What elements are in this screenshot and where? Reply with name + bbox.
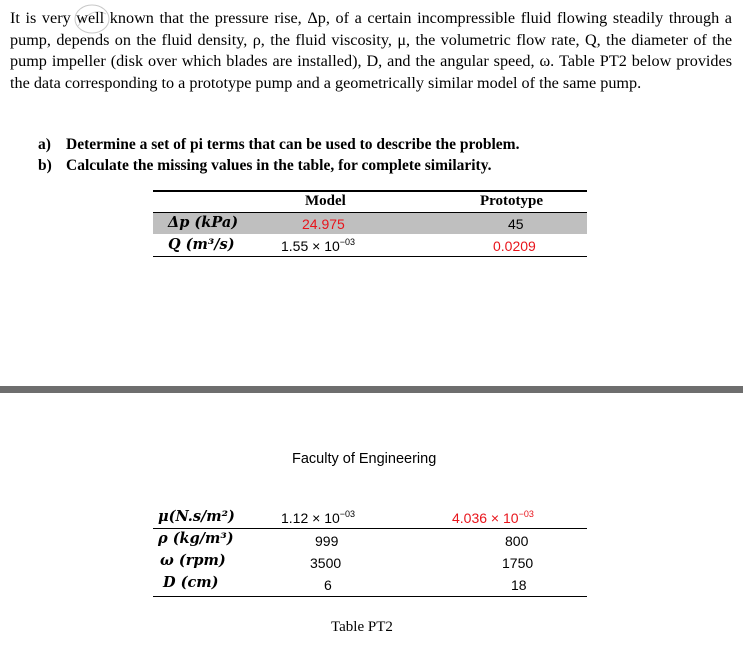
row-label-pressure: Δp (kPa): [168, 214, 239, 231]
header-model: Model: [305, 193, 346, 209]
row-label-density: ρ (kg/m³): [158, 530, 234, 547]
cell-viscosity-model: $1.12 \times 10^{-03}$: [281, 509, 356, 526]
table-top-bottom-rule: [153, 256, 587, 257]
cell-density-prototype: 800: [505, 533, 529, 549]
footer-faculty: Faculty of Engineering: [292, 451, 437, 467]
cell-flowrate-model: $1.55 \times 10^{-03}$: [281, 237, 356, 254]
row-label-viscosity: μ(N.s/m²): [158, 508, 235, 525]
problem-statement: It is very well known that the pressure rise, Δp, of a certain incompressible fluid flowing steadily through a pump, depends on the fluid density, ρ, the fluid viscosity, μ, the volumetric flow rate, Q, the diameter of the pump impeller (disk over which blades are installed), D, and the angular speed, ω. Table PT2 below provides the data corresponding to a prototype pump and a geometrically similar model of the same pump.: [10, 9, 732, 92]
page-divider: [0, 386, 743, 393]
cell-diameter-prototype: 18: [511, 577, 527, 593]
cell-density-model: 999: [315, 533, 339, 549]
cell-angular-speed-model: 3500: [310, 555, 342, 571]
row-label-diameter: D (cm): [163, 574, 219, 591]
row-label-flowrate: Q (m³/s): [168, 236, 235, 253]
cell-viscosity-prototype: $4.036 \times 10^{-03}$: [452, 509, 534, 526]
cell-flowrate-prototype: 0.0209: [493, 238, 536, 254]
table-caption: Table PT2: [331, 619, 393, 635]
table-top-rule: [153, 190, 587, 192]
header-prototype: Prototype: [480, 193, 544, 209]
table-bottom-rule: [153, 596, 587, 597]
row-label-angular-speed: ω (rpm): [160, 552, 226, 569]
viscosity-rule: [153, 528, 587, 529]
cell-diameter-model: 6: [324, 577, 332, 593]
cell-pressure-prototype: 45: [508, 216, 524, 232]
question-a: a) Determine a set of pi terms that can be used to describe the problem.: [38, 136, 520, 153]
cell-angular-speed-prototype: 1750: [502, 555, 534, 571]
question-b: b) Calculate the missing values in the table, for complete similarity.: [38, 157, 492, 174]
cell-pressure-model: 24.975: [302, 216, 345, 232]
